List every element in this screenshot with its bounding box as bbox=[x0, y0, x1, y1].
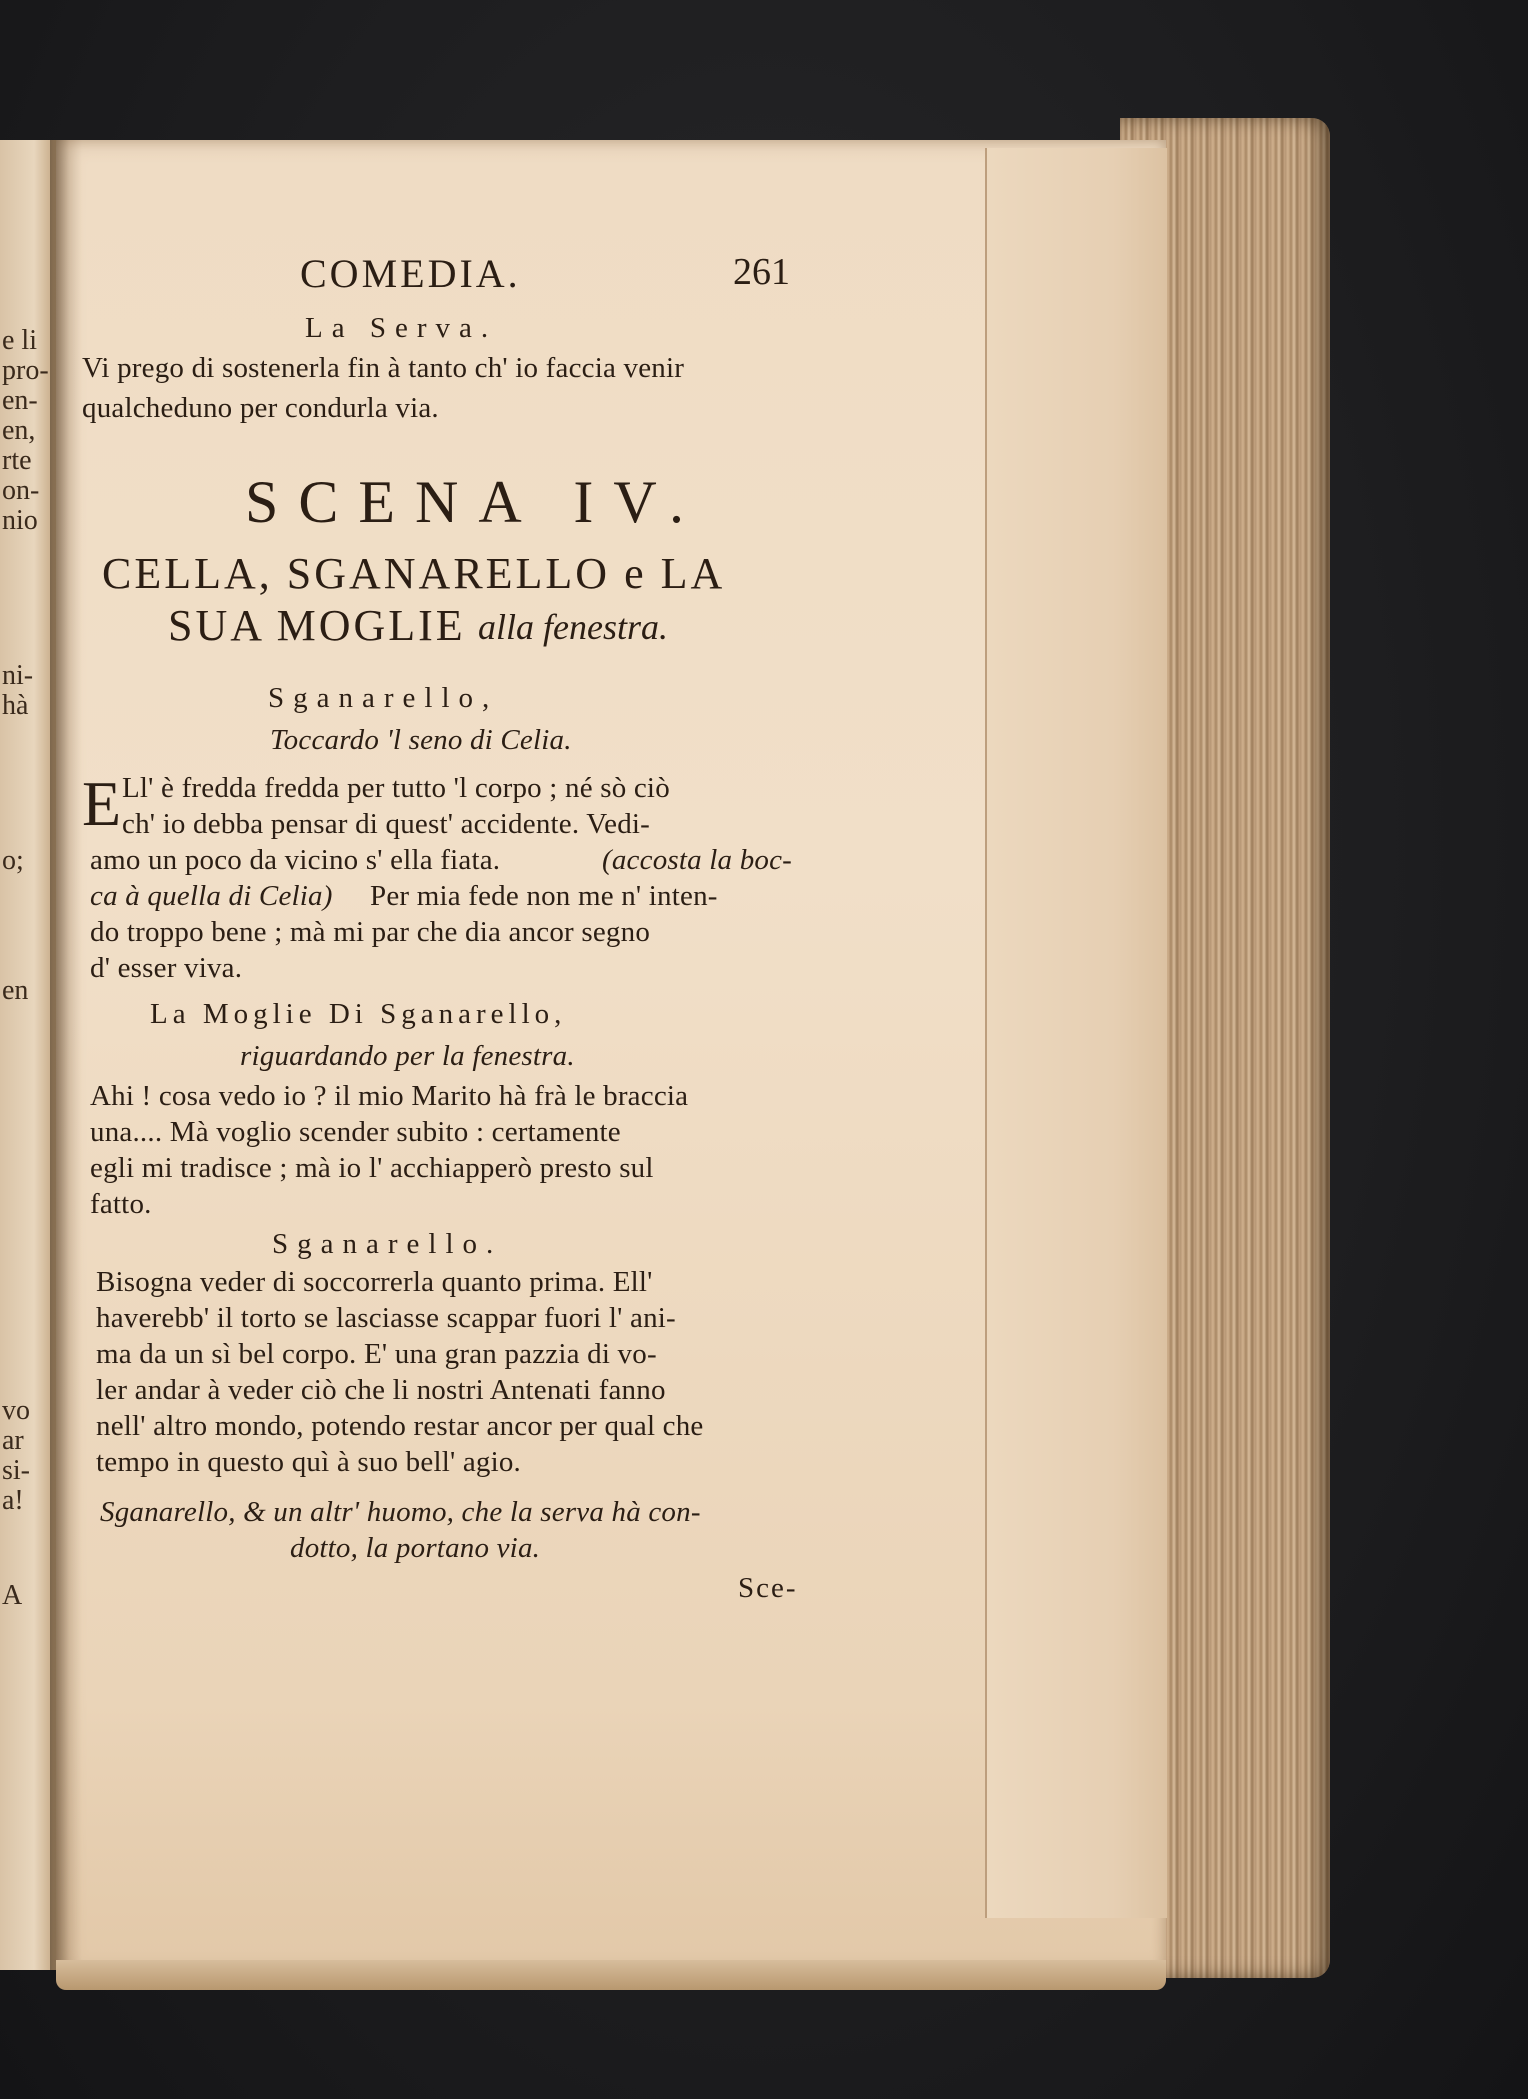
scene-title: SCENA IV. bbox=[245, 469, 704, 535]
left-page-fragment: vo bbox=[2, 1395, 30, 1426]
speech-line: qualcheduno per condurla via. bbox=[82, 392, 439, 424]
speaker-la-serva: La Serva. bbox=[305, 312, 498, 344]
left-page-fragment: A bbox=[2, 1580, 23, 1611]
stage-direction-inline: ca à quella di Celia) bbox=[90, 880, 333, 912]
left-page-fragment: en- bbox=[2, 385, 38, 416]
left-page-fragment: a! bbox=[2, 1485, 24, 1516]
exit-stage-direction: Sganarello, & un altr' huomo, che la serva hà con- bbox=[100, 1496, 701, 1528]
speech-line: Ahi ! cosa vedo io ? il mio Marito hà frà le braccia bbox=[90, 1080, 689, 1112]
stage-direction: Toccardo 'l seno di Celia. bbox=[270, 724, 572, 756]
cast-line-2: SUA MOGLIE bbox=[168, 601, 466, 650]
left-page-fragment: on- bbox=[2, 475, 40, 506]
folded-sheet bbox=[985, 148, 1167, 1918]
gutter-shadow bbox=[50, 140, 82, 1970]
speech-line: nell' altro mondo, potendo restar ancor per qual che bbox=[96, 1410, 704, 1442]
left-page-fragment: en bbox=[2, 975, 29, 1006]
left-page-fragment: pro- bbox=[2, 355, 49, 386]
exit-stage-direction: dotto, la portano via. bbox=[290, 1532, 541, 1564]
speaker-sganarello-2: Sganarello. bbox=[272, 1228, 503, 1260]
left-page-fragment: ni- bbox=[2, 660, 34, 691]
speech-line: una.... Mà voglio scender subito : certamente bbox=[90, 1116, 621, 1148]
speech-line: haverebb' il torto se lasciasse scappar fuori l' ani- bbox=[96, 1302, 676, 1334]
speech-line: amo un poco da vicino s' ella fiata. bbox=[90, 844, 501, 876]
left-page-fragment: o; bbox=[2, 845, 24, 876]
speech-line: Vi prego di sostenerla fin à tanto ch' io faccia venir bbox=[82, 352, 685, 384]
stage-direction-inline: (accosta la boc- bbox=[602, 844, 793, 876]
speech-line: d' esser viva. bbox=[90, 952, 243, 984]
speech-line: fatto. bbox=[90, 1188, 152, 1220]
drop-cap: E bbox=[82, 768, 122, 839]
speech-line: egli mi tradisce ; mà io l' acchiapperò presto sul bbox=[90, 1152, 654, 1184]
stage-direction: riguardando per la fenestra. bbox=[240, 1040, 575, 1072]
left-page-fragment: rte bbox=[2, 445, 32, 476]
speech-line: ma da un sì bel corpo. E' una gran pazzia di vo- bbox=[96, 1338, 657, 1370]
speaker-moglie: La Moglie Di Sganarello, bbox=[150, 998, 567, 1030]
speech-line: ch' io debba pensar di quest' accidente. Vedi- bbox=[122, 808, 651, 840]
cast-direction: alla fenestra. bbox=[478, 607, 668, 647]
speech-line: tempo in questo quì à suo bell' agio. bbox=[96, 1446, 522, 1478]
left-page-fragment: hà bbox=[2, 690, 29, 721]
left-page-fragment: si- bbox=[2, 1455, 30, 1486]
speech-line: ler andar à veder ciò che li nostri Antenati fanno bbox=[96, 1374, 666, 1406]
speech-line: Ll' è fredda fredda per tutto 'l corpo ; né sò ciò bbox=[122, 772, 670, 804]
cast-line-1: CELLA, SGANARELLO e LA bbox=[102, 549, 726, 598]
running-head-title: COMEDIA. bbox=[300, 251, 521, 296]
left-page-fragment: en, bbox=[2, 415, 36, 446]
page-bottom-edge bbox=[56, 1960, 1166, 1990]
left-page-fragment: nio bbox=[2, 505, 38, 536]
speech-line: do troppo bene ; mà mi par che dia ancor segno bbox=[90, 916, 651, 948]
left-page-fragment: ar bbox=[2, 1425, 24, 1456]
speech-line: Per mia fede non me n' inten- bbox=[370, 880, 718, 912]
catchword: Sce- bbox=[738, 1572, 798, 1604]
speaker-sganarello: Sganarello, bbox=[268, 682, 499, 714]
speech-line: Bisogna veder di soccorrerla quanto prima. Ell' bbox=[96, 1266, 653, 1298]
left-page-fragment: e li bbox=[2, 325, 37, 356]
page-number: 261 bbox=[733, 251, 790, 293]
